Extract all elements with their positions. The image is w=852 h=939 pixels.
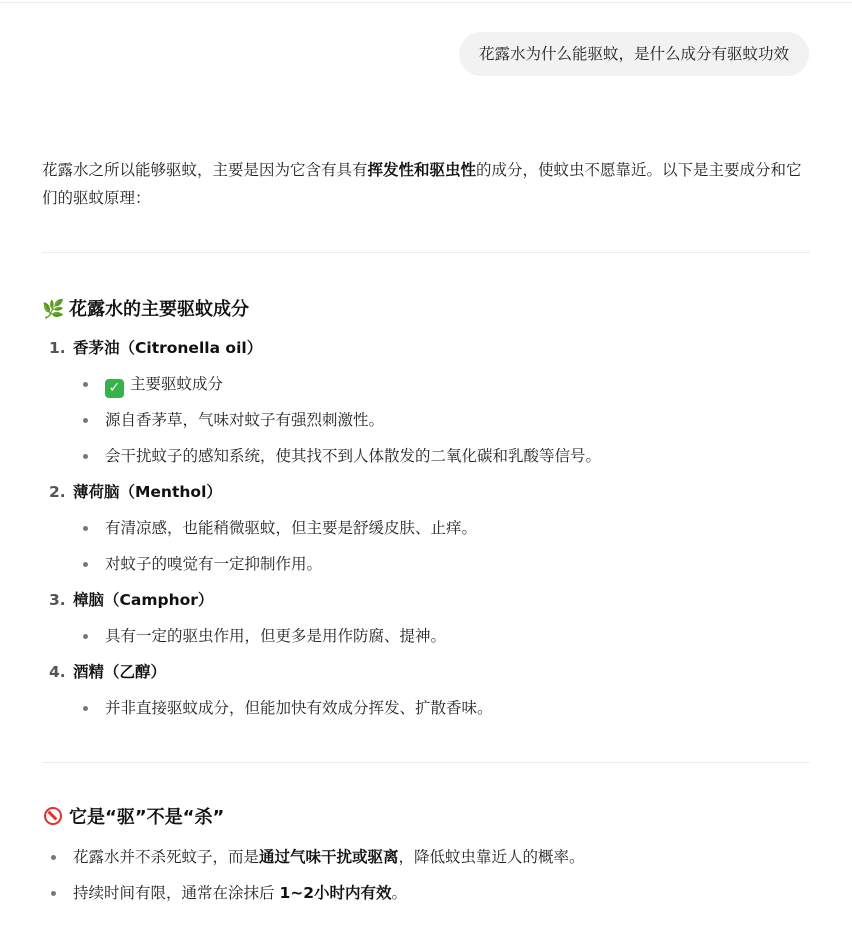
ingredient-item-4 [49,661,166,683]
bullet-text-rest: ，降低蚊虫靠近人的概率。 [398,848,585,866]
assistant-answer [42,156,810,902]
list-item [105,553,322,575]
section-heading-ingredients [42,297,249,323]
intro-bold: 挥发性和驱虫性 [367,161,477,179]
list-item [105,517,477,539]
intro-text: 花露水之所以能够驱蚊，主要是因为它含有具有 [42,161,368,179]
user-message-row [459,32,809,76]
bullet-bold-text: 通过气味干扰或驱离 [259,848,399,866]
bullet-text: 并非直接驱蚊成分，但能加快有效成分挥发、扩散香味。 [105,699,493,717]
list-item [105,409,384,431]
intro-text-rest: 的成分，使蚊虫不愿靠近。以下是主要成分和它们的驱蚊原理： [42,161,802,207]
bullet-text: 持续时间有限，通常在涂抹后 [73,884,280,902]
list-number: 1. [49,339,66,357]
bullet-icon [83,562,88,567]
list-item [105,373,223,398]
ingredient-title: 酒精（乙醇） [73,663,167,681]
ingredient-item-3 [49,589,213,611]
bullet-icon [51,855,56,860]
no-entry-icon [42,805,64,831]
bullet-icon [51,891,56,896]
bullet-icon [83,418,88,423]
bullet-text: 会干扰蚊子的感知系统，使其找不到人体散发的二氧化碳和乳酸等信号。 [105,447,602,465]
ingredient-title: 樟脑（Camphor） [73,591,214,609]
ingredient-item-2 [49,481,222,503]
top-divider [0,2,852,3]
list-item [73,882,407,904]
bullet-text-rest: 。 [391,884,408,902]
list-item [73,846,585,868]
intro-paragraph [42,156,810,212]
user-message-bubble: 花露水为什么能驱蚊，是什么成分有驱蚊功效 [459,32,809,76]
herb-icon: 🌿 [42,299,65,320]
list-item [105,697,493,719]
bullet-text: 源自香茅草，气味对蚊子有强烈刺激性。 [105,411,385,429]
list-item [105,445,601,467]
check-mark-icon: ✓ [105,379,124,398]
list-item [105,625,446,647]
list-number: 2. [49,483,66,501]
ingredient-title: 薄荷脑（Menthol） [73,483,222,501]
bullet-text: 具有一定的驱虫作用，但更多是用作防腐、提神。 [105,627,447,645]
heading-text: 它是“驱”不是“杀” [69,807,225,828]
section-divider [42,762,810,763]
section-heading-repel-not-kill [42,805,224,831]
bullet-text: 花露水并不杀死蚊子，而是 [73,848,260,866]
bullet-icon [83,526,88,531]
bullet-icon [83,382,88,387]
bullet-text: 对蚊子的嗅觉有一定抑制作用。 [105,555,323,573]
ingredient-item-1 [49,337,262,359]
section-divider [42,252,810,253]
ingredient-title: 香茅油（Citronella oil） [73,339,263,357]
bullet-icon [83,706,88,711]
bullet-text: 有清凉感，也能稍微驱蚊，但主要是舒缓皮肤、止痒。 [105,519,478,537]
bullet-icon [83,454,88,459]
bullet-bold-text: 1~2小时内有效 [279,884,392,902]
list-number: 3. [49,591,66,609]
bullet-text: 主要驱蚊成分 [130,375,224,393]
list-number: 4. [49,663,66,681]
bullet-icon [83,634,88,639]
heading-text: 花露水的主要驱蚊成分 [69,299,249,320]
